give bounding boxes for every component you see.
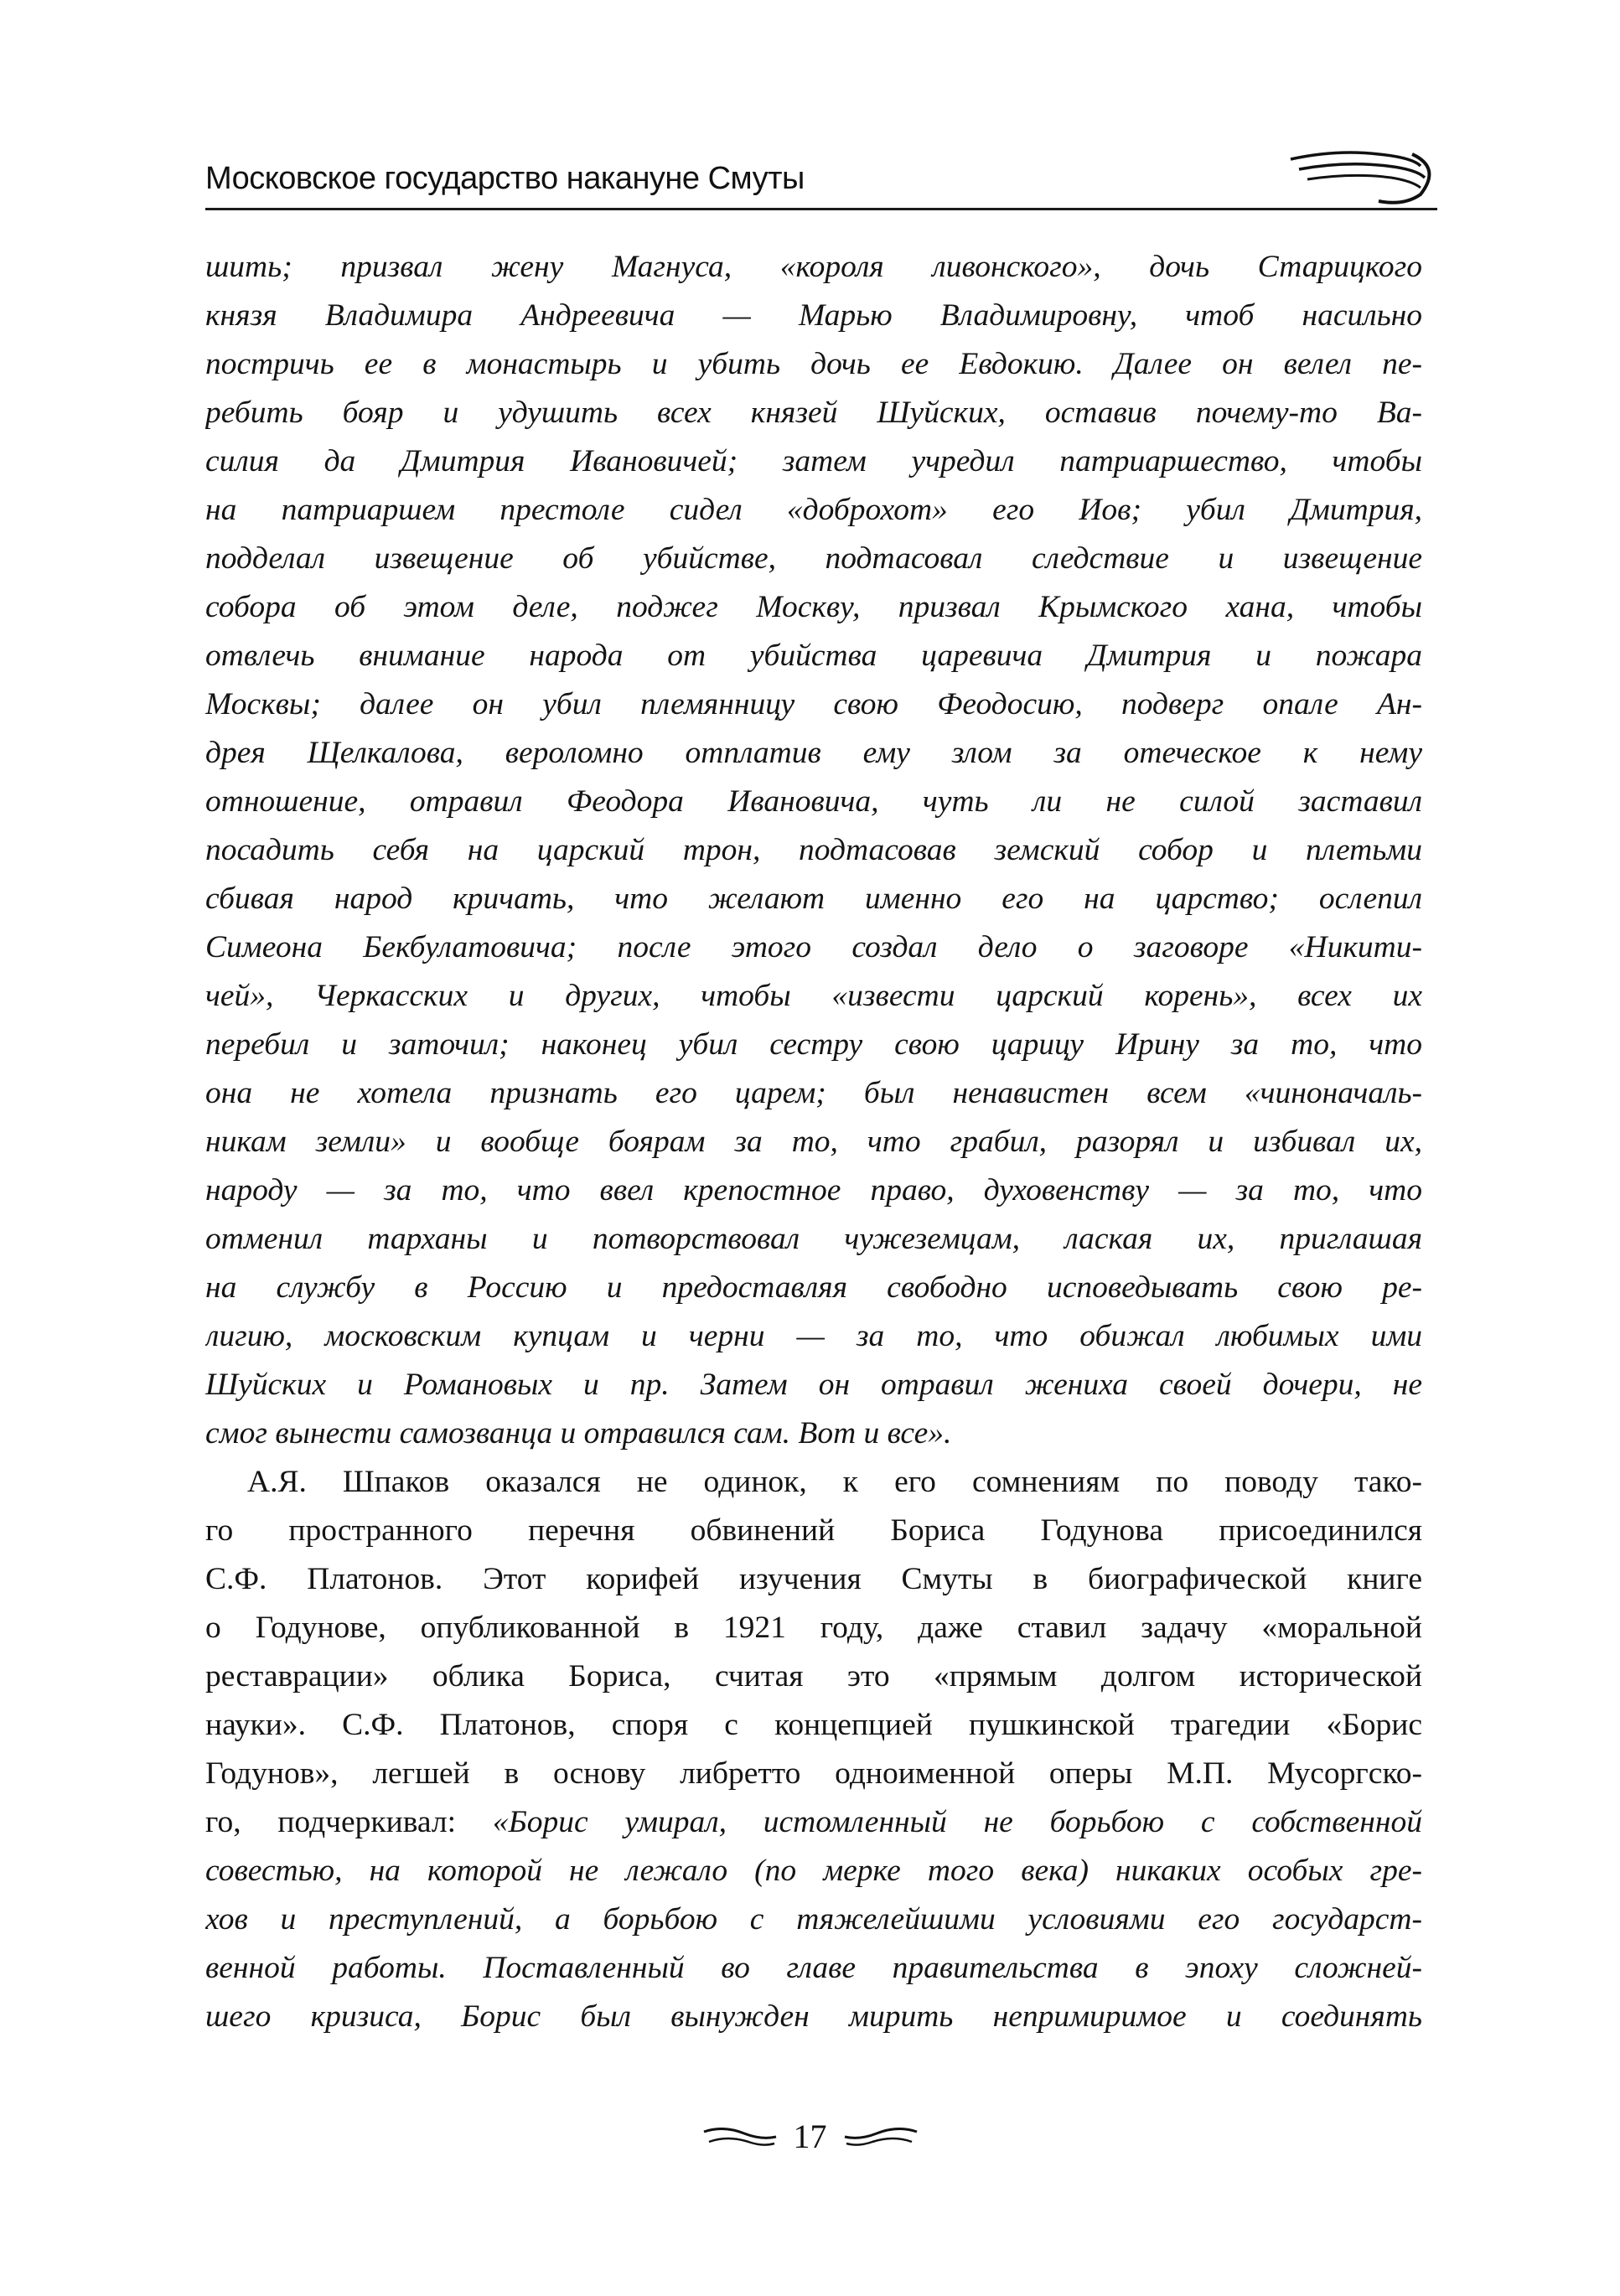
text-line xyxy=(205,1798,1422,1847)
text-line: С.Ф. Платонов. Этот корифей изучения Смуты в биографической книге xyxy=(205,1562,1422,1596)
text-line: посадить себя на царский трон, подтасовав земский собор и плетьми xyxy=(205,833,1422,867)
body-text xyxy=(205,243,1422,2041)
text-line: подделал извещение об убийстве, подтасовал следствие и извещение xyxy=(205,541,1422,576)
flourish-ornament-icon xyxy=(1286,142,1437,209)
text-line: никам земли» и вообще боярам за то, что грабил, разорял и избивал их, xyxy=(205,1125,1422,1159)
text-line: чей», Черкасских и других, чтобы «извести царский корень», всех их xyxy=(205,979,1422,1013)
text-line: го пространного перечня обвинений Бориса Годунова присоединился xyxy=(205,1513,1422,1548)
text-line: отвлечь внимание народа от убийства царевича Дмитрия и пожара xyxy=(205,639,1422,673)
text-line: отменил тарханы и потворствовал чужеземцам, лаская их, приглашая xyxy=(205,1222,1422,1256)
text-line: лигию, московским купцам и черни — за то, что обижал любимых ими xyxy=(205,1319,1422,1353)
page-footer xyxy=(0,2112,1620,2162)
text-line: Симеона Бекбулатовича; после этого создал дело о заговоре «Никити- xyxy=(205,930,1422,964)
text-line: перебил и заточил; наконец убил сестру свою царицу Ирину за то, что xyxy=(205,1027,1422,1062)
text-line: совестью, на которой не лежало (по мерке того века) никаких особых гре- xyxy=(205,1854,1422,1888)
text-line: силия да Дмитрия Ивановичей; затем учредил патриаршество, чтобы xyxy=(205,444,1422,478)
text-line: князя Владимира Андреевича — Марью Владимировну, чтоб насильно xyxy=(205,298,1422,333)
text-line: дрея Щелкалова, вероломно отплатив ему злом за отеческое к нему xyxy=(205,736,1422,770)
page-header xyxy=(205,142,1437,218)
text-line: на патриаршем престоле сидел «доброхот» его Иов; убил Дмитрия, xyxy=(205,493,1422,527)
text-line: шего кризиса, Борис был вынужден мирить непримиримое и соединять xyxy=(205,1999,1422,2034)
text-line: она не хотела признать его царем; был ненавистен всем «чиноначаль- xyxy=(205,1076,1422,1110)
text-line-roman-part: го, подчеркивал: xyxy=(205,1805,493,1839)
text-line: А.Я. Шпаков оказался не одинок, к его сомнениям по поводу тако- xyxy=(247,1465,1422,1499)
text-line: венной работы. Поставленный во главе правительства в эпоху сложней- xyxy=(205,1951,1422,1985)
text-line: народу — за то, что ввел крепостное право, духовенству — за то, что xyxy=(205,1173,1422,1207)
page-number: 17 xyxy=(793,2118,827,2155)
text-line: хов и преступлений, а борьбою с тяжелейшими условиями его государст- xyxy=(205,1902,1422,1937)
text-line: собора об этом деле, поджег Москву, призвал Крымского хана, чтобы xyxy=(205,590,1422,624)
header-rule xyxy=(205,208,1437,210)
text-line: Годунов», легшей в основу либретто одноименной оперы М.П. Мусоргско- xyxy=(205,1756,1422,1791)
text-line: на службу в Россию и предоставляя свободно исповедывать свою ре- xyxy=(205,1270,1422,1305)
text-line: реставрации» облика Бориса, считая это «прямым долгом исторической xyxy=(205,1659,1422,1694)
text-line: сбивая народ кричать, что желают именно его на царство; ослепил xyxy=(205,882,1422,916)
text-line: отношение, отравил Феодора Ивановича, чуть ли не силой заставил xyxy=(205,784,1422,819)
text-line-italic-part: «Борис умирал, истомленный не борьбою с собственной xyxy=(492,1805,1422,1839)
text-line: Москвы; далее он убил племянницу свою Феодосию, подверг опале Ан- xyxy=(205,687,1422,721)
text-line: смог вынести самозванца и отравился сам. Вот и все». xyxy=(205,1416,952,1451)
text-line: науки». С.Ф. Платонов, споря с концепцией пушкинской трагедии «Борис xyxy=(205,1708,1422,1742)
text-line: ребить бояр и удушить всех князей Шуйских, оставив почему-то Ва- xyxy=(205,396,1422,430)
text-line: шить; призвал жену Магнуса, «короля ливонского», дочь Старицкого xyxy=(205,250,1422,284)
text-line: постричь ее в монастырь и убить дочь ее Евдокию. Далее он велел пе- xyxy=(205,347,1422,381)
text-line: о Годунове, опубликованной в 1921 году, даже ставил задачу «моральной xyxy=(205,1611,1422,1645)
wave-ornament-right-icon xyxy=(843,2122,919,2152)
running-head: Московское государство накануне Смуты xyxy=(205,161,805,196)
text-line: Шуйских и Романовых и пр. Затем он отравил жениха своей дочери, не xyxy=(205,1368,1422,1402)
